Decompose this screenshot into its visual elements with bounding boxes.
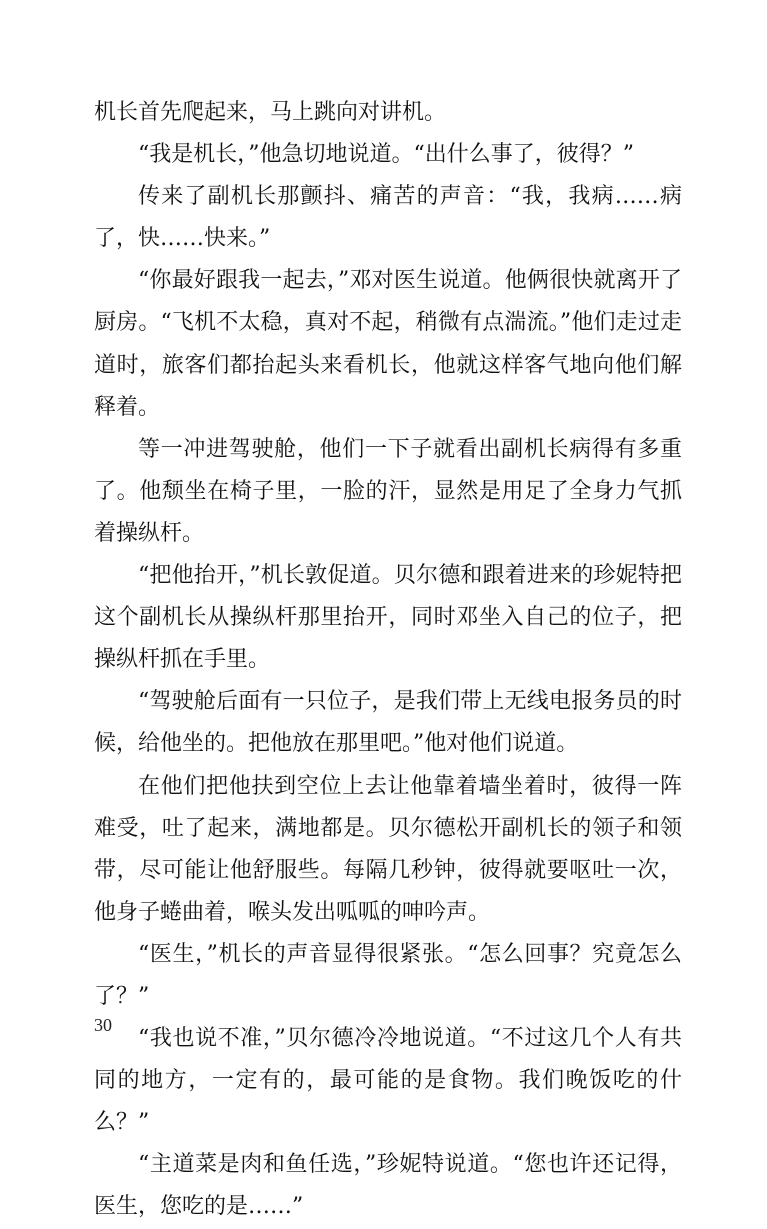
paragraph-3: 传来了副机长那颤抖、痛苦的声音：“我，我病……病了，快……快来。” xyxy=(94,184,682,252)
paragraph-5: 等一冲进驾驶舱，他们一下子就看出副机长病得有多重了。他颓坐在椅子里，一脸的汗，显然是用足了全身力气抓着操纵杆。 xyxy=(94,436,682,546)
paragraph-11: “主道菜是肉和鱼任选，”珍妮特说道。“您也许还记得，医生，您吃的是……” xyxy=(94,1152,682,1220)
paragraph-4: “你最好跟我一起去，”邓对医生说道。他俩很快就离开了厨房。“飞机不太稳，真对不起，稍微有点湍流。”他们走过走道时，旅客们都抬起头来看机长，他就这样客气地向他们解释着。 xyxy=(94,268,682,420)
paragraph-8: 在他们把他扶到空位上去让他靠着墙坐着时，彼得一阵难受，吐了起来，满地都是。贝尔德松开副机长的领子和领带，尽可能让他舒服些。每隔几秒钟，彼得就要呕吐一次，他身子蜷曲着，喉头发出呱呱的呻吟声。 xyxy=(94,773,682,925)
paragraph-1: 机长首先爬起来，马上跳向对讲机。 xyxy=(94,100,447,125)
book-page-body xyxy=(94,92,682,1229)
paragraph-6: “把他抬开，”机长敦促道。贝尔德和跟着进来的珍妮特把这个副机长从操纵杆那里抬开，同时邓坐入自己的位子，把操纵杆抓在手里。 xyxy=(94,563,682,673)
paragraph-10: “我也说不准，”贝尔德冷冷地说道。“不过这几个人有共同的地方，一定有的，最可能的是食物。我们晚饭吃的什么？” xyxy=(94,1026,682,1136)
paragraph-9: “医生，”机长的声音显得很紧张。“怎么回事？究竟怎么了？” xyxy=(94,941,682,1009)
page-number: 30 xyxy=(94,1015,112,1035)
paragraph-2: “我是机长，”他急切地说道。“出什么事了，彼得？” xyxy=(138,142,634,168)
paragraph-7: “驾驶舱后面有一只位子，是我们带上无线电报务员的时候，给他坐的。把他放在那里吧。”他对他们说道。 xyxy=(94,689,682,757)
